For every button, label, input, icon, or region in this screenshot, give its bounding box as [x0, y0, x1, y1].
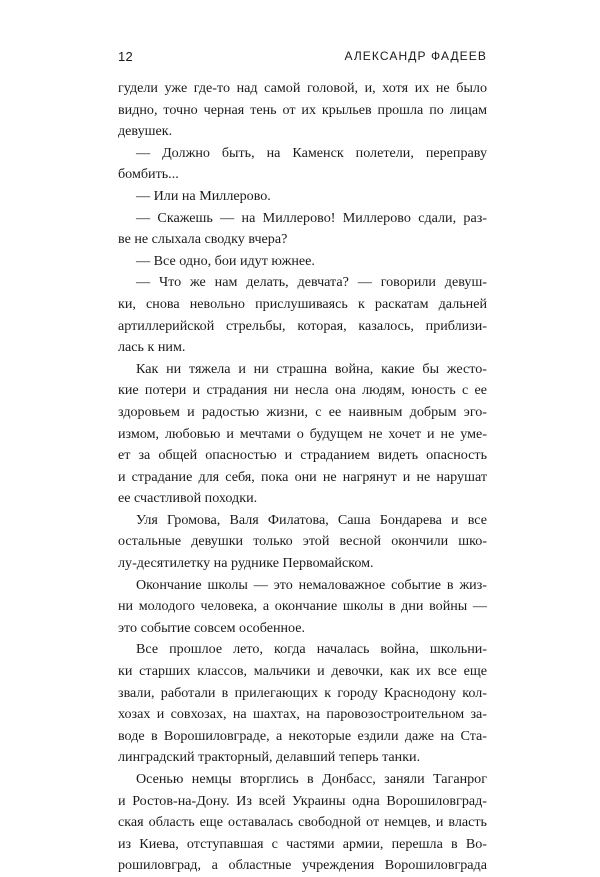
text-line: артиллерийской стрельбы, которая, казалось, приблизи-: [118, 317, 487, 334]
paragraph: [118, 78, 487, 143]
text-line: ни молодого человека, а окончание школы в дни войны —: [118, 598, 487, 615]
text-line: рошиловград, а областные учреждения Ворошиловграда: [118, 857, 487, 874]
paragraph: [118, 186, 487, 208]
text-line: Уля Громова, Валя Филатова, Саша Бондарева и все: [136, 511, 487, 528]
text-line: это событие совсем особенное.: [118, 619, 306, 636]
paragraph: [118, 251, 487, 273]
text-line: Окончание школы — это немаловажное событие в жиз-: [136, 576, 487, 593]
text-line: видно, точно черная тень от их крыльев прошла по лицам: [118, 101, 487, 118]
text-line: — Все одно, бои идут южнее.: [136, 252, 315, 269]
paragraph: [118, 769, 487, 877]
text-line: ки, снова невольно прислушиваясь к раскатам дальней: [118, 295, 487, 312]
text-line: лу-десятилетку на руднике Первомайском.: [118, 555, 374, 572]
text-line: ет за общей опасностью и страданием видеть опасность: [118, 447, 487, 464]
text-line: ве не слыхала сводку вчера?: [118, 231, 288, 248]
text-line: девушек.: [118, 123, 173, 140]
text-line: — Должно быть, на Каменск полетели, переправу: [136, 144, 487, 161]
paragraph: [118, 359, 487, 510]
paragraph: [118, 575, 487, 640]
text-line: хозах и совхозах, на шахтах, на паровозостроительном за-: [118, 706, 487, 723]
text-line: бомбить...: [118, 166, 179, 183]
text-line: звали, работали в прилегающих к городу Краснодону кол-: [118, 684, 487, 701]
text-line: измом, любовью и мечтами о будущем не хочет и не уме-: [118, 425, 487, 442]
text-line: линградский тракторный, делавший теперь танки.: [118, 749, 421, 766]
page-header: [118, 49, 487, 65]
paragraph: [118, 272, 487, 358]
paragraph: [118, 208, 487, 251]
page-number: 12: [118, 49, 134, 64]
text-line: лась к ним.: [118, 339, 186, 356]
text-line: гудели уже где-то над самой головой, и, хотя их не было: [118, 80, 487, 96]
paragraph: [118, 143, 487, 186]
text-line: — Или на Миллерово.: [136, 187, 271, 204]
text-line: Как ни тяжела и ни страшна война, какие бы жесто-: [136, 360, 487, 377]
text-line: ее счастливой походки.: [118, 490, 258, 507]
text-line: здоровьем и радостью жизни, с ее наивным добрым эго-: [118, 403, 487, 420]
text-line: остальные девушки только этой весной окончили шко-: [118, 533, 487, 550]
text-line: Осенью немцы вторглись в Донбасс, заняли Таганрог: [136, 771, 487, 787]
text-line: — Что же нам делать, девчата? — говорили девуш-: [136, 274, 487, 291]
running-head-author: АЛЕКСАНДР ФАДЕЕВ: [344, 49, 487, 63]
text-line: и страдание для себя, пока они не нагрянут и не нарушат: [118, 468, 487, 485]
paragraph: [118, 510, 487, 575]
text-line: Все прошлое лето, когда началась война, школьни-: [136, 641, 487, 658]
text-line: кие потери и страдания ни несла она людям, юность с ее: [118, 382, 487, 399]
text-line: из Киева, отступавшая с частями армии, перешла в Во-: [118, 835, 487, 852]
text-line: ская область еще оставалась свободной от немцев, и власть: [118, 814, 487, 831]
text-line: — Скажешь — на Миллерово! Миллерово сдали, раз-: [136, 209, 487, 226]
text-line: ки старших классов, мальчики и девочки, как их все еще: [118, 663, 487, 680]
text-line: воде в Ворошиловграде, а некоторые ездили даже на Ста-: [118, 727, 487, 744]
body-text: [118, 78, 487, 877]
text-line: и Ростов-на-Дону. Из всей Украины одна Ворошиловград-: [118, 792, 487, 809]
